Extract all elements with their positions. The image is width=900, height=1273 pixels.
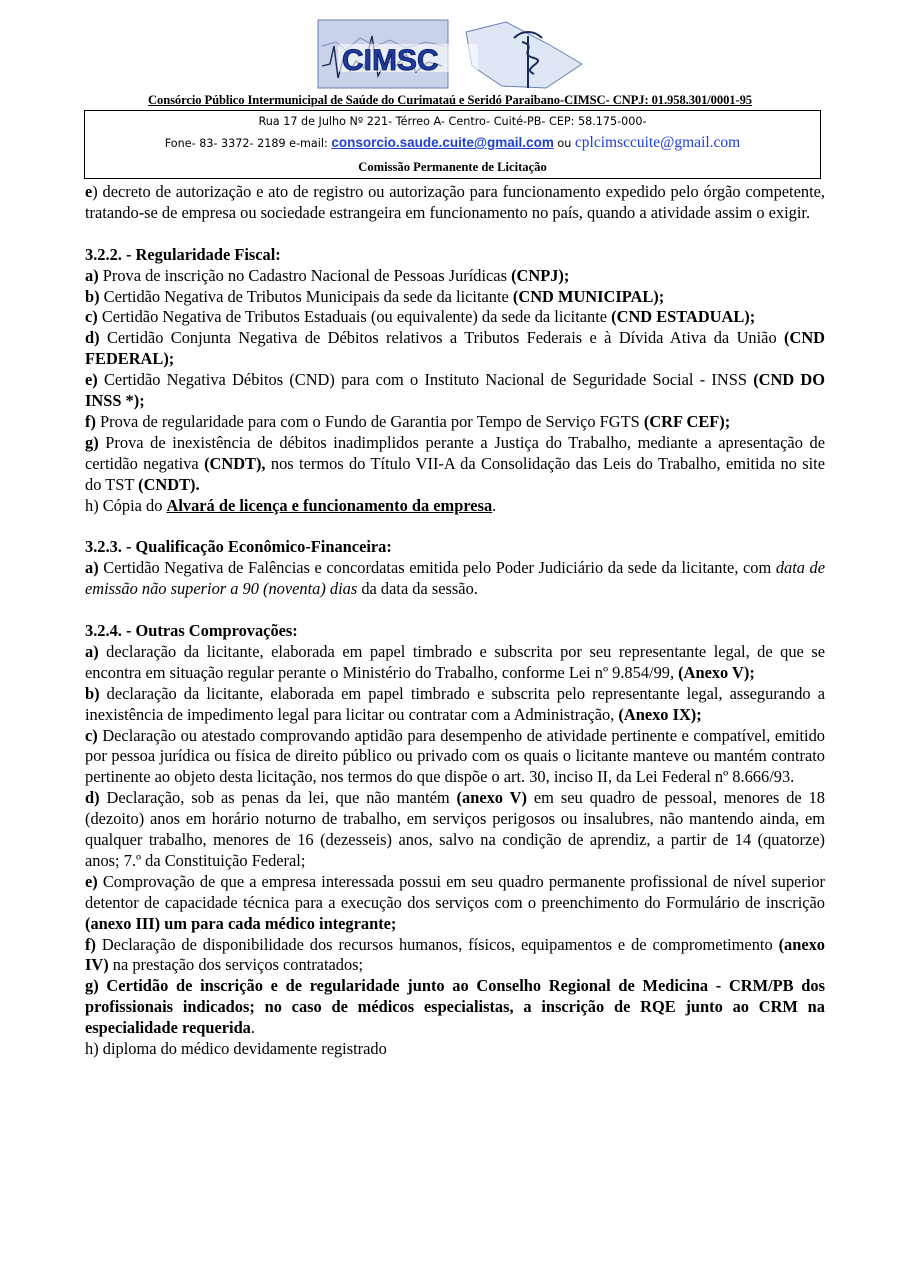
item-e-capacidade: e) Comprovação de que a empresa interessada possui em seu quadro permanente profissional de nível superior detentor de capacidade técnica para a execução dos serviços com o preenchimento do Formulário de inscrição (anexo III) um para cada médico integrante; xyxy=(85,871,825,933)
contact-line xyxy=(85,134,820,152)
item-h-diploma: h) diploma do médico devidamente registrado xyxy=(85,1039,387,1059)
contact-box xyxy=(84,110,821,179)
item-f-recursos: f) Declaração de disponibilidade dos recursos humanos, físicos, equipamentos e de comprometimento (anexo IV) na prestação dos serviços contratados; xyxy=(85,934,825,975)
email-link-2[interactable]: cplcimsccuite@gmail.com xyxy=(574,134,741,151)
item-a-cnpj: a) Prova de inscrição no Cadastro Nacional de Pessoas Jurídicas (CNPJ); xyxy=(85,265,570,285)
item-b-impedimento: b) declaração da licitante, elaborada em papel timbrado e subscrita pelo representante legal, assegurando a inexistência de impedimento legal para licitar ou contratar com a Administração, (Anexo IX); xyxy=(85,683,825,724)
commission-title: Comissão Permanente de Licitação xyxy=(358,160,547,174)
item-c-cnd-estadual: c) Certidão Negativa de Tributos Estaduais (ou equivalente) da sede da licitante (CND ESTADUAL); xyxy=(85,307,756,327)
item-d-menores: d) Declaração, sob as penas da lei, que não mantém (anexo V) em seu quadro de pessoal, menores de 18 (dezoito) anos em horário noturno de trabalho, em serviços perigosos ou insalubres, não mantendo ainda, em qualquer trabalho, menores de 16 (dezesseis) anos, salvo na condição de aprendiz, a partir de 14 (quatorze) anos; 7.º da Constituição Federal; xyxy=(85,788,825,870)
item-h-alvara: h) Cópia do Alvará de licença e funcionamento da empresa. xyxy=(85,495,497,515)
section-3-2-3-title: 3.2.3. - Qualificação Econômico-Financeira: xyxy=(85,537,392,557)
address: Rua 17 de Julho Nº 221- Térreo A- Centro- Cuité-PB- CEP: 58.175-000- xyxy=(258,115,647,128)
letterhead xyxy=(0,0,900,182)
item-a-falencias: a) Certidão Negativa de Falências e concordatas emitida pelo Poder Judiciário da sede da licitante, com data de emissão não superior a 90 (noventa) dias da data da sessão. xyxy=(85,558,825,599)
item-a-ministerio: a) declaração da licitante, elaborada em papel timbrado e subscrita por seu representante legal, de que se encontra em situação regular perante o Ministério do Trabalho, conforme Lei nº 9.854/99, (Anexo V); xyxy=(85,641,825,682)
item-e-cnd-inss: e) Certidão Negativa Débitos (CND) para com o Instituto Nacional de Seguridade Social - INSS (CND DO INSS *); xyxy=(85,370,825,411)
section-3-2-4-title: 3.2.4. - Outras Comprovações: xyxy=(85,620,298,640)
item-c-atestado: c) Declaração ou atestado comprovando aptidão para desempenho de atividade pertinente e compatível, emitido por pessoa jurídica ou física de direito público ou privado com os quais o licitante manteve ou mantém contrato pertinente ao objeto desta licitação, nos termos do que dispõe o art. 30, inciso II, da Lei Federal nº 8.666/93. xyxy=(85,725,825,787)
document-body xyxy=(85,182,825,1060)
logo-text: CIMSC xyxy=(342,44,439,77)
email-link-1[interactable]: consorcio.saude.cuite@gmail.com xyxy=(331,135,554,150)
item-b-cnd-municipal: b) Certidão Negativa de Tributos Municipais da sede da licitante (CND MUNICIPAL); xyxy=(85,286,665,306)
cimsc-logo xyxy=(316,16,592,94)
consortium-name: Consórcio Público Intermunicipal de Saúde do Curimataú e Seridó Paraibano-CIMSC- CNPJ: 01.958.301/0001-95 xyxy=(148,93,752,107)
or-text: ou xyxy=(557,137,572,150)
phone-text: Fone- 83- 3372- 2189 e-mail: xyxy=(164,137,328,150)
item-g-crm: g) Certidão de inscrição e de regularidade junto ao Conselho Regional de Medicina - CRM/PB dos profissionais indicados; no caso de médicos especialistas, a inscrição de RQE junto ao CRM na especialidade requerida. xyxy=(85,976,825,1038)
section-3-2-2-title: 3.2.2. - Regularidade Fiscal: xyxy=(85,244,281,264)
item-d-cnd-federal: d) Certidão Conjunta Negativa de Débitos relativos a Tributos Federais e à Dívida Ativa da União (CND FEDERAL); xyxy=(85,328,825,369)
item-e-decree: e) decreto de autorização e ato de registro ou autorização para funcionamento expedido pelo órgão competente, tratando-se de empresa ou sociedade estrangeira em funcionamento no país, quando a atividade assim o exigir. xyxy=(85,182,825,222)
item-g-cndt: g) Prova de inexistência de débitos inadimplidos perante a Justiça do Trabalho, mediante a apresentação de certidão negativa (CNDT), nos termos do Título VII-A da Consolidação das Leis do Trabalho, emitida no site do TST (CNDT). xyxy=(85,432,825,494)
item-f-crf: f) Prova de regularidade para com o Fundo de Garantia por Tempo de Serviço FGTS (CRF CEF); xyxy=(85,411,731,431)
